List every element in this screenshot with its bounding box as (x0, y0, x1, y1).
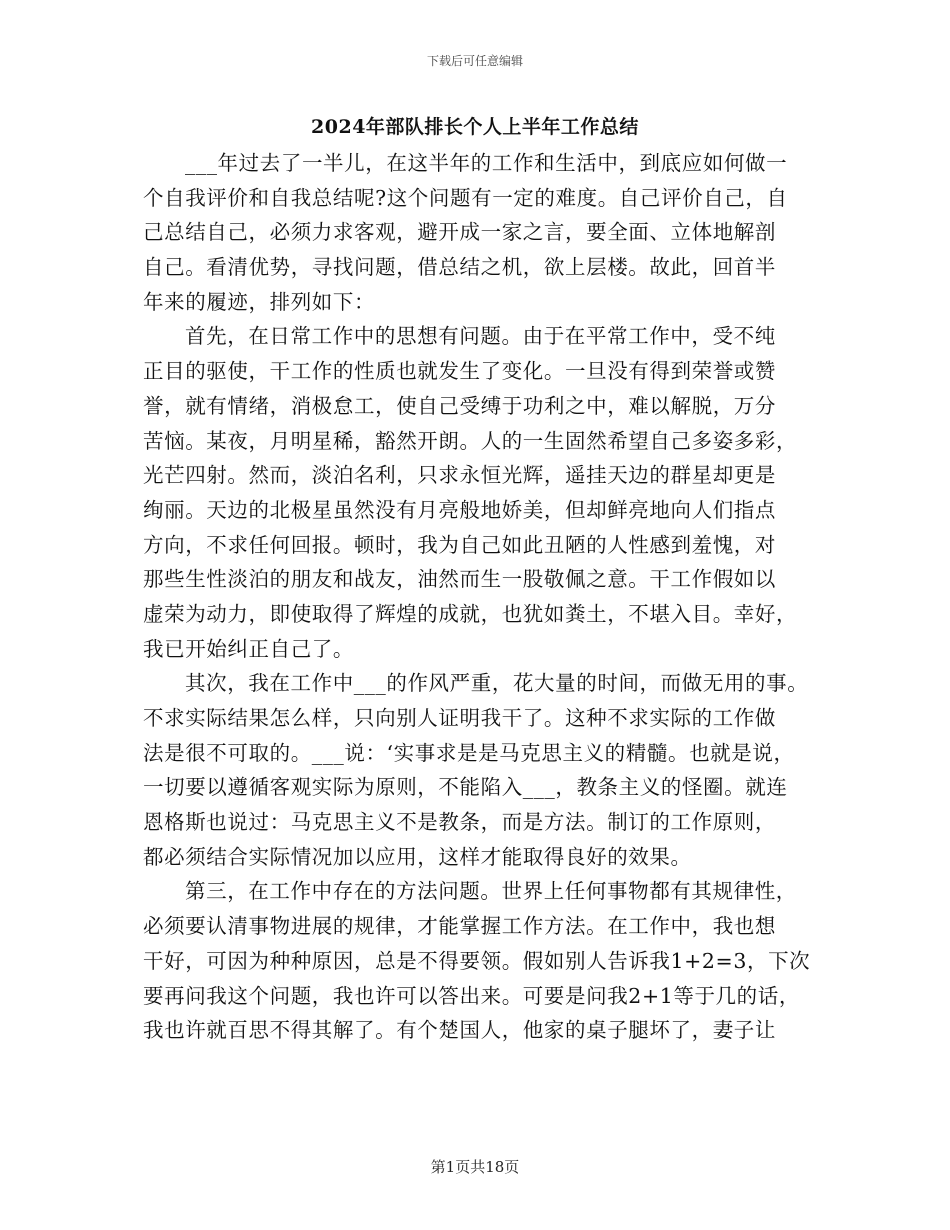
body-line: 恩格斯也说过：马克思主义不是教条，而是方法。制订的工作原则， (143, 810, 776, 835)
body-line: 光芒四射。然而，淡泊名利，只求永恒光辉，遥挂天边的群星却更是 (143, 463, 776, 488)
body-line: 苦恼。某夜，月明星稀，豁然开朗。人的一生固然希望自己多姿多彩， (143, 428, 798, 453)
body-line: 誉，就有情绪，消极怠工，使自己受缚于功利之中，难以解脱，万分 (143, 393, 776, 418)
document-title: 2024年部队排长个人上半年工作总结 (311, 116, 639, 138)
body-line: 干好，可因为种种原因，总是不得要领。假如别人告诉我1+2=3，下次 (143, 948, 811, 973)
body-line: 年来的履迹，排列如下： (143, 289, 376, 314)
body-line: 要再问我这个问题，我也许可以答出来。可要是问我2+1等于几的话， (143, 983, 800, 1008)
body-line: 首先，在日常工作中的思想有问题。由于在平常工作中，受不纯 (185, 324, 776, 349)
body-line: 正目的驱使，干工作的性质也就发生了变化。一旦没有得到荣誉或赞 (143, 359, 776, 384)
body-line: 一切要以遵循客观实际为原则，不能陷入___，教条主义的怪圈。就连 (143, 775, 788, 800)
body-line: 法是很不可取的。___说：‘实事求是是马克思主义的精髓。也就是说， (143, 740, 795, 765)
body-line: 其次，我在工作中___的作风严重，花大量的时间，而做无用的事。 (185, 671, 809, 696)
header-note: 下载后可任意编辑 (426, 54, 523, 68)
body-line: ___年过去了一半儿，在这半年的工作和生活中，到底应如何做一 (185, 151, 788, 175)
body-line: 己总结自己，必须力求客观，避开成一家之言，要全面、立体地解剖 (143, 220, 776, 245)
body-line: 我已开始纠正自己了。 (143, 636, 354, 661)
body-line: 自己。看清优势，寻找问题，借总结之机，欲上层楼。故此，回首半 (143, 255, 776, 280)
body-line: 那些生性淡泊的朋友和战友，油然而生一股敬佩之意。干工作假如以 (143, 567, 776, 592)
document-body (143, 146, 823, 1048)
body-line: 我也许就百思不得其解了。有个楚国人，他家的桌子腿坏了，妻子让 (143, 1018, 776, 1043)
body-line: 不求实际结果怎么样，只向别人证明我干了。这种不求实际的工作做 (143, 706, 776, 730)
body-line: 必须要认清事物进展的规律，才能掌握工作方法。在工作中，我也想 (143, 914, 776, 939)
body-line: 第三，在工作中存在的方法问题。世界上任何事物都有其规律性， (185, 879, 797, 904)
page-indicator: 第1页共18页 (430, 1158, 520, 1176)
body-line: 方向，不求任何回报。顿时，我为自己如此丑陋的人性感到羞愧，对 (143, 532, 776, 557)
body-line: 个自我评价和自我总结呢?这个问题有一定的难度。自己评价自己，自 (143, 185, 788, 210)
body-line: 绚丽。天边的北极星虽然没有月亮般地娇美，但却鲜亮地向人们指点 (143, 497, 776, 522)
body-line: 虚荣为动力，即使取得了辉煌的成就，也犹如粪土，不堪入目。幸好， (143, 601, 798, 626)
body-line: 都必须结合实际情况加以应用，这样才能取得良好的效果。 (143, 844, 692, 869)
